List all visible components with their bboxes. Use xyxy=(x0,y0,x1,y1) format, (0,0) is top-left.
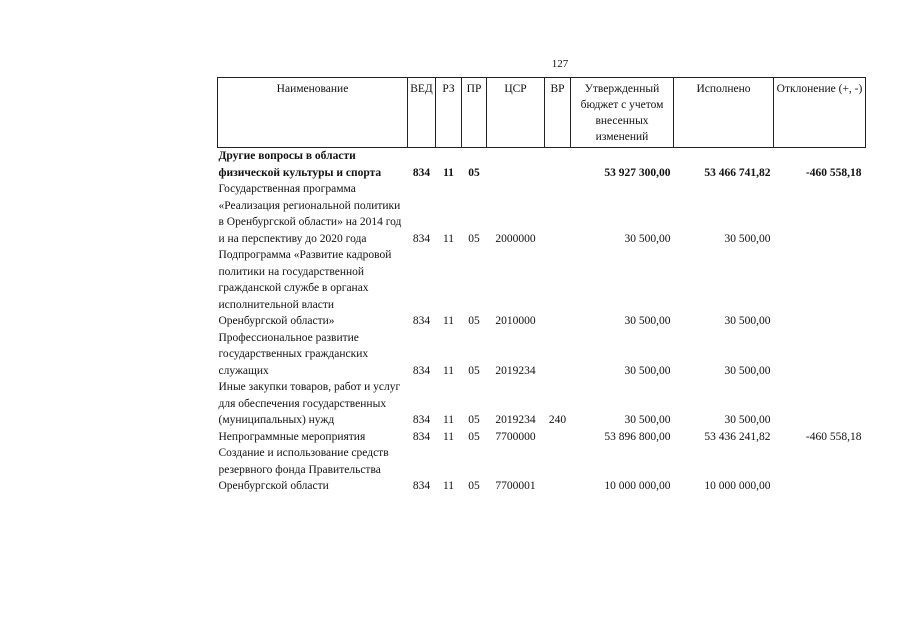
row-name-cell: Другие вопросы в области физической культуры и спорта xyxy=(218,150,382,179)
row-rz-cell: 11 xyxy=(442,364,455,377)
row-approved-cell: 30 500,00 xyxy=(624,364,671,377)
row-rz-cell: 11 xyxy=(442,315,455,327)
header-ved: ВЕД xyxy=(408,78,436,148)
row-vr-cell xyxy=(545,330,571,380)
table-row xyxy=(218,181,866,247)
row-csr-cell xyxy=(487,148,545,182)
row-executed-cell: 10 000 000,00 xyxy=(704,480,771,492)
row-executed-cell: 30 500,00 xyxy=(724,414,771,426)
row-pr-cell: 05 xyxy=(468,430,480,443)
row-approved-cell: 53 927 300,00 xyxy=(604,166,671,179)
row-vr-cell: 240 xyxy=(548,414,567,426)
row-deviation-cell: -460 558,18 xyxy=(805,430,862,443)
table-header-row xyxy=(218,78,866,148)
row-csr-cell: 2019234 xyxy=(495,414,536,426)
row-executed-cell: 30 500,00 xyxy=(724,315,771,327)
header-csr: ЦСР xyxy=(487,78,545,148)
row-pr-cell: 05 xyxy=(468,232,480,245)
row-deviation-cell xyxy=(774,247,866,330)
row-rz-cell: 11 xyxy=(442,480,455,492)
row-csr-cell: 7700000 xyxy=(495,430,536,443)
row-executed-cell: 30 500,00 xyxy=(724,364,771,377)
table-row xyxy=(218,429,866,446)
row-pr-cell: 05 xyxy=(468,414,480,426)
row-executed-cell: 53 436 241,82 xyxy=(704,430,771,443)
row-name-cell: Иные закупки товаров, работ и услуг для обеспечения государственных (муниципальных) нужд xyxy=(218,381,401,426)
header-deviation: Отклонение (+, -) xyxy=(774,78,866,148)
row-executed-cell: 30 500,00 xyxy=(724,232,771,245)
row-approved-cell: 53 896 800,00 xyxy=(604,430,671,443)
row-name-cell: Государственная программа «Реализация региональной политики в Оренбургской области» на 2014 год и на перспективу до 2020 года xyxy=(218,183,402,245)
header-executed: Исполнено xyxy=(674,78,774,148)
row-ved-cell: 834 xyxy=(412,480,431,492)
table-row xyxy=(218,247,866,330)
row-csr-cell: 2000000 xyxy=(495,232,536,245)
row-name-cell: Подпрограмма «Развитие кадровой политики на государственной гражданской службе в органах исполнительной власти Оренбургской области» xyxy=(218,249,392,327)
row-pr-cell: 05 xyxy=(468,364,480,377)
row-rz-cell: 11 xyxy=(443,166,454,179)
row-name-cell: Профессиональное развитие государственных гражданских служащих xyxy=(218,331,369,377)
row-ved-cell: 834 xyxy=(412,364,431,377)
row-deviation-cell xyxy=(774,330,866,380)
row-vr-cell xyxy=(545,445,571,495)
row-rz-cell: 11 xyxy=(442,232,455,245)
row-csr-cell: 2010000 xyxy=(495,315,536,327)
row-deviation-cell xyxy=(774,379,866,429)
row-ved-cell: 834 xyxy=(412,166,431,179)
row-rz-cell: 11 xyxy=(442,430,455,443)
row-approved-cell: 10 000 000,00 xyxy=(604,480,671,492)
row-vr-cell xyxy=(545,247,571,330)
row-pr-cell: 05 xyxy=(468,166,480,179)
table-row xyxy=(218,330,866,380)
table-row xyxy=(218,148,866,182)
row-pr-cell: 05 xyxy=(468,480,480,492)
row-deviation-cell: -460 558,18 xyxy=(805,166,862,179)
header-pr: ПР xyxy=(462,78,487,148)
row-ved-cell: 834 xyxy=(412,414,431,426)
row-vr-cell xyxy=(545,181,571,247)
header-approved: Утвержденный бюджет с учетом внесенных изменений xyxy=(571,78,674,148)
row-ved-cell: 834 xyxy=(412,430,431,443)
table-body xyxy=(218,148,866,495)
row-vr-cell xyxy=(545,148,571,182)
table-row xyxy=(218,445,866,495)
header-rz: РЗ xyxy=(436,78,462,148)
row-name-cell: Создание и использование средств резервного фонда Правительства Оренбургской области xyxy=(218,447,389,492)
row-approved-cell: 30 500,00 xyxy=(624,315,671,327)
row-approved-cell: 30 500,00 xyxy=(624,414,671,426)
row-deviation-cell xyxy=(774,445,866,495)
row-executed-cell: 53 466 741,82 xyxy=(704,166,771,179)
page-number: 127 xyxy=(551,58,569,70)
row-ved-cell: 834 xyxy=(412,315,431,327)
row-vr-cell xyxy=(545,429,571,446)
row-pr-cell: 05 xyxy=(468,315,480,327)
budget-execution-table xyxy=(217,77,866,495)
row-deviation-cell xyxy=(774,181,866,247)
header-name: Наименование xyxy=(218,78,408,148)
table-row xyxy=(218,379,866,429)
row-ved-cell: 834 xyxy=(412,232,431,245)
row-approved-cell: 30 500,00 xyxy=(624,232,671,245)
row-rz-cell: 11 xyxy=(442,414,455,426)
row-name-cell: Непрограммные мероприятия xyxy=(218,430,366,443)
row-csr-cell: 2019234 xyxy=(495,364,536,377)
row-csr-cell: 7700001 xyxy=(495,480,536,492)
header-vr: ВР xyxy=(545,78,571,148)
